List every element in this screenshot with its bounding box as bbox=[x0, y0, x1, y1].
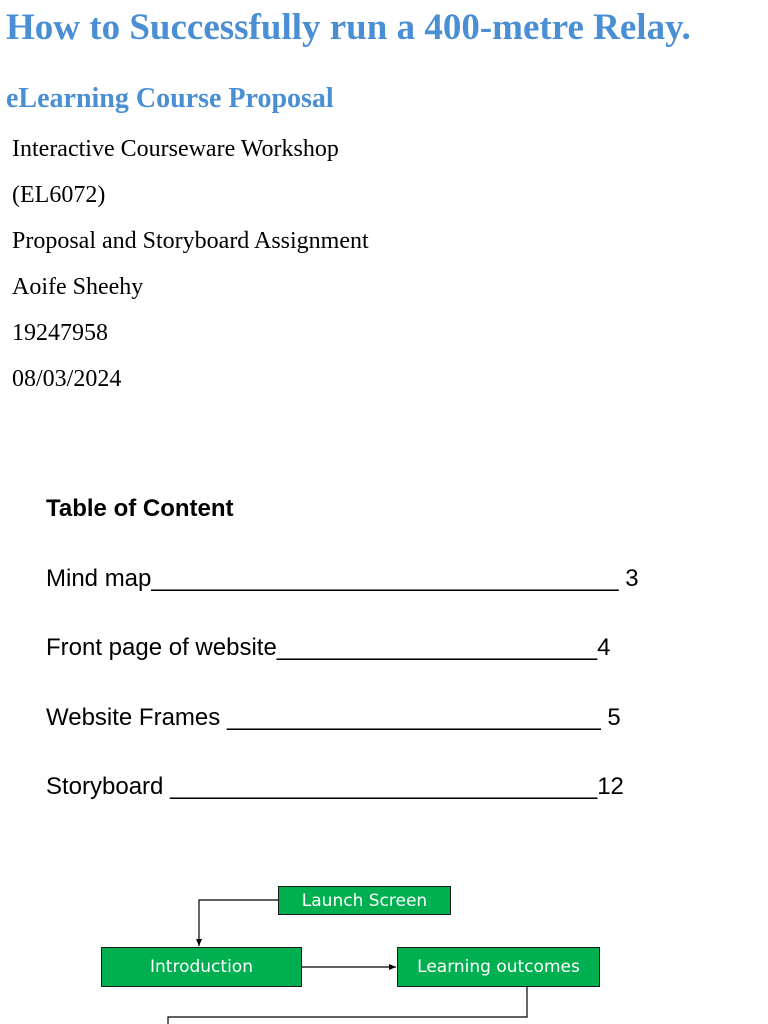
flow-node-launch-screen: Launch Screen bbox=[278, 886, 451, 915]
flow-node-introduction: Introduction bbox=[101, 947, 302, 987]
connector-launch-to-introduction bbox=[199, 900, 278, 946]
toc-entry-mind-map: Mind map___________________________________ 3 bbox=[46, 565, 639, 592]
toc-entry-storyboard: Storyboard ________________________________12 bbox=[46, 773, 624, 800]
assignment-name: Proposal and Storyboard Assignment bbox=[12, 228, 369, 254]
author-name: Aoife Sheehy bbox=[12, 274, 144, 300]
flow-node-learning-outcomes: Learning outcomes bbox=[397, 947, 600, 987]
student-id: 19247958 bbox=[12, 320, 108, 346]
toc-heading: Table of Content bbox=[46, 495, 234, 522]
course-code: (EL6072) bbox=[12, 182, 106, 208]
course-name: Interactive Courseware Workshop bbox=[12, 136, 339, 162]
document-subtitle: eLearning Course Proposal bbox=[6, 83, 334, 114]
connector-outcomes-continuation bbox=[168, 987, 527, 1024]
toc-entry-website-frames: Website Frames ____________________________ 5 bbox=[46, 704, 621, 731]
toc-entry-front-page: Front page of website________________________4 bbox=[46, 634, 611, 661]
document-title: How to Successfully run a 400-metre Relay. bbox=[6, 7, 691, 48]
submission-date: 08/03/2024 bbox=[12, 366, 122, 392]
